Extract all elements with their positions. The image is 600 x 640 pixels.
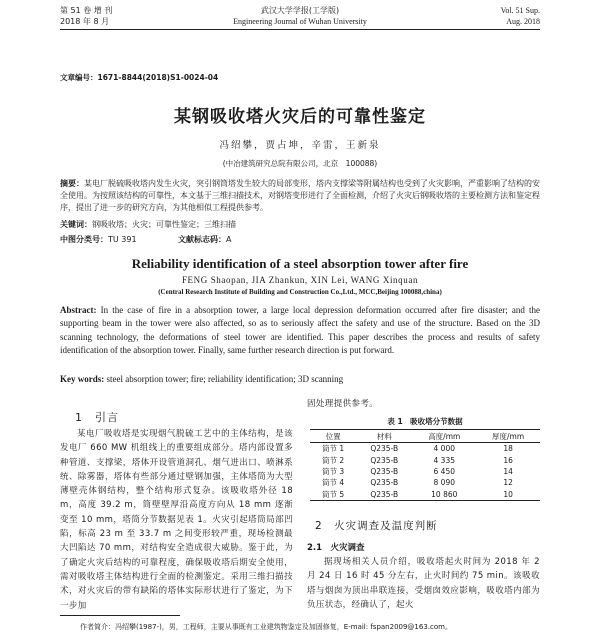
affiliation-cn: (中冶建筑研究总院有限公司，北京 100088) — [222, 159, 378, 168]
abstract-cn — [60, 178, 540, 215]
table-header-row — [310, 430, 540, 443]
table-header-cell: 材料 — [356, 430, 412, 443]
keywords-en — [60, 373, 540, 386]
table-cell: 筒节 5 — [310, 489, 356, 501]
table-cell: 筒节 1 — [322, 444, 345, 454]
table-cell: 10 — [476, 489, 540, 501]
section-2-1-heading: 2.1 火灾调查 — [307, 543, 365, 553]
section-1-paragraph: 某电厂吸收塔是实现烟气脱硫工艺中的主体结构，是该发电厂 660 MW 机组线上的重要组成部分。塔内部设置多种管道、支撑梁，塔体开设管道洞孔、烟气进出口、喷淋系统、除雾器，塔体有些部分通过壁钢加强，主体塔筒为大型薄壁壳体钢结构，整个结构形式复杂。该吸收塔外径 18 m，高度 39.2 m，筒壁壁厚沿高度方向从 18 mm 逐渐变至 10 mm，塔筒分节数据见表 1。火灾引起塔筒局部凹陷，标高 23 m 至 33.7 m 之间变形较严重，现场检测最大凹陷达 70 mm，对结构安全造成很大威胁。鉴于此，为了确定火灾后结构的可靠程度，确保吸收塔后期安全使用，需对吸收塔主体结构进行全面的检测鉴定。采用三维扫描技术，对火灾后的带有缺陷的塔体实际形状进行了鉴定，为下一步加 — [60, 429, 293, 611]
abstract-cn-text: 某电厂脱硫吸收塔内发生火灾，突引钢筒塔发生较大的局部变形，塔内支撑梁等附属结构也受到了火灾影响，严重影响了结构的安全使用。为按照该结构的可靠性，本文基于三维扫描技术，对钢塔变形进行了全面检测，介绍了火灾后钢吸收塔的主要检测方法和鉴定程序，提出了进一步的研究方向，为其他相似工程提供参考。 — [60, 179, 540, 213]
abstract-en-label: Abstract: — [60, 305, 97, 315]
table-cell: Q235-B — [370, 455, 399, 465]
header-journal-cn: 武汉大学学报(工学版) — [260, 6, 340, 15]
table-cell: Q235-B — [356, 489, 412, 501]
clc-number — [60, 234, 137, 246]
keywords-en-label: Key words: — [60, 374, 105, 384]
table-cell: 筒节 4 — [322, 478, 345, 488]
table-cell: 筒节 3 — [322, 466, 345, 476]
table-cell: 8 090 — [433, 478, 455, 488]
table-cell: Q235-B — [370, 478, 399, 488]
table-1-caption: 表 1 吸收塔分节数据 — [387, 417, 463, 426]
author-footnote: 作者简介：冯绍攀(1987-)，男，工程师，主要从事既有工业建筑物鉴定及加固修复，E-mail: fspan2009@163.com。 — [80, 623, 452, 631]
affiliation-en: (Central Research Institute of Building and Construction Co.,Ltd., MCC,Beijing 100088,china) — [158, 288, 442, 296]
header-date-en: Aug. 2018 — [506, 17, 540, 26]
table-header-cell: 位置 — [310, 430, 356, 443]
header-date: 2018 年 8 月 — [60, 17, 110, 26]
table-header-cell: 厚度/mm — [476, 430, 540, 443]
section-2-1-paragraph: 据现场相关人员介绍，吸收塔起火时间为 2018 年 2 月 24 日 16 时 45 分左右，止火时间约 75 min。该吸收塔与烟囱为顶出串联连接，受烟囱效应影响，吸收塔内部为负压状态，经确认了，起火 — [307, 557, 540, 610]
table-cell: 筒节 2 — [322, 455, 345, 465]
title-en: Reliability identification of a steel absorption tower after fire — [131, 256, 469, 271]
title-cn: 某钢吸收塔火灾后的可靠性鉴定 — [174, 107, 426, 127]
clc-value: TU 391 — [108, 235, 137, 244]
section-2-heading: 2 火灾调查及温度判断 — [315, 520, 438, 532]
doc-code-value: A — [226, 235, 232, 244]
table-cell: 16 — [503, 455, 513, 465]
article-number: 文章编号：1671-8844(2018)S1-0024-04 — [60, 73, 219, 82]
table-cell: 18 — [503, 444, 513, 454]
table-header-cell: 高度/mm — [412, 430, 476, 443]
table-row — [310, 454, 540, 465]
header-volume-en: Vol. 51 Sup. — [500, 6, 540, 15]
table-cell: Q235-B — [370, 466, 399, 476]
table-cell: 4 335 — [433, 455, 455, 465]
abstract-cn-label: 摘要： — [60, 179, 84, 188]
table-1 — [310, 429, 540, 501]
keywords-en-text: steel absorption tower; fire; reliability identification; 3D scanning — [104, 374, 344, 384]
table-cell: 4 000 — [433, 444, 455, 454]
keywords-cn-label: 关键词： — [60, 220, 92, 229]
table-cell: 10 860 — [412, 489, 476, 501]
section-1-heading: 1 引言 — [75, 411, 119, 424]
footnote-rule — [60, 615, 180, 616]
header-journal-en: Engineering Journal of Wuhan University — [233, 17, 367, 26]
authors-cn: 冯绍攀，贾占坤，辛雷，王新泉 — [219, 140, 381, 151]
table-row — [310, 466, 540, 477]
authors-en: FENG Shaopan, JIA Zhankun, XIN Lei, WANG Xinquan — [181, 275, 419, 285]
table-row — [310, 477, 540, 488]
header-volume: 第 51 卷 增 刊 — [60, 6, 113, 15]
table-cell: 12 — [503, 478, 513, 488]
document-code — [178, 234, 231, 246]
table-cell: Q235-B — [370, 444, 399, 454]
abstract-en-text: In the case of fire in a absorption tower, a large local depression deformation occurred after fire disaster; and the supporting beam in the tower were also affected, so as to seriously affect the safety and use of the structure. Based on the 3D scanning technology, the deformations of steel tower are identified. This paper describes the process and results of safety identification of the absorption tower. Finally, same further research direction is put forward. — [60, 305, 540, 356]
table-row — [310, 489, 540, 501]
clc-label: 中图分类号： — [60, 235, 108, 244]
table-cell: 14 — [503, 466, 513, 476]
table-row — [310, 443, 540, 455]
section-1-continuation: 固处理提供参考。 — [307, 399, 379, 409]
keywords-cn-text: 钢吸收塔；火灾；可靠性鉴定；三维扫描 — [92, 220, 236, 229]
keywords-cn — [60, 219, 236, 231]
header-rule — [60, 29, 540, 30]
table-cell: 6 450 — [433, 466, 455, 476]
doc-code-label: 文献标志码： — [178, 235, 226, 244]
abstract-en — [60, 304, 540, 358]
